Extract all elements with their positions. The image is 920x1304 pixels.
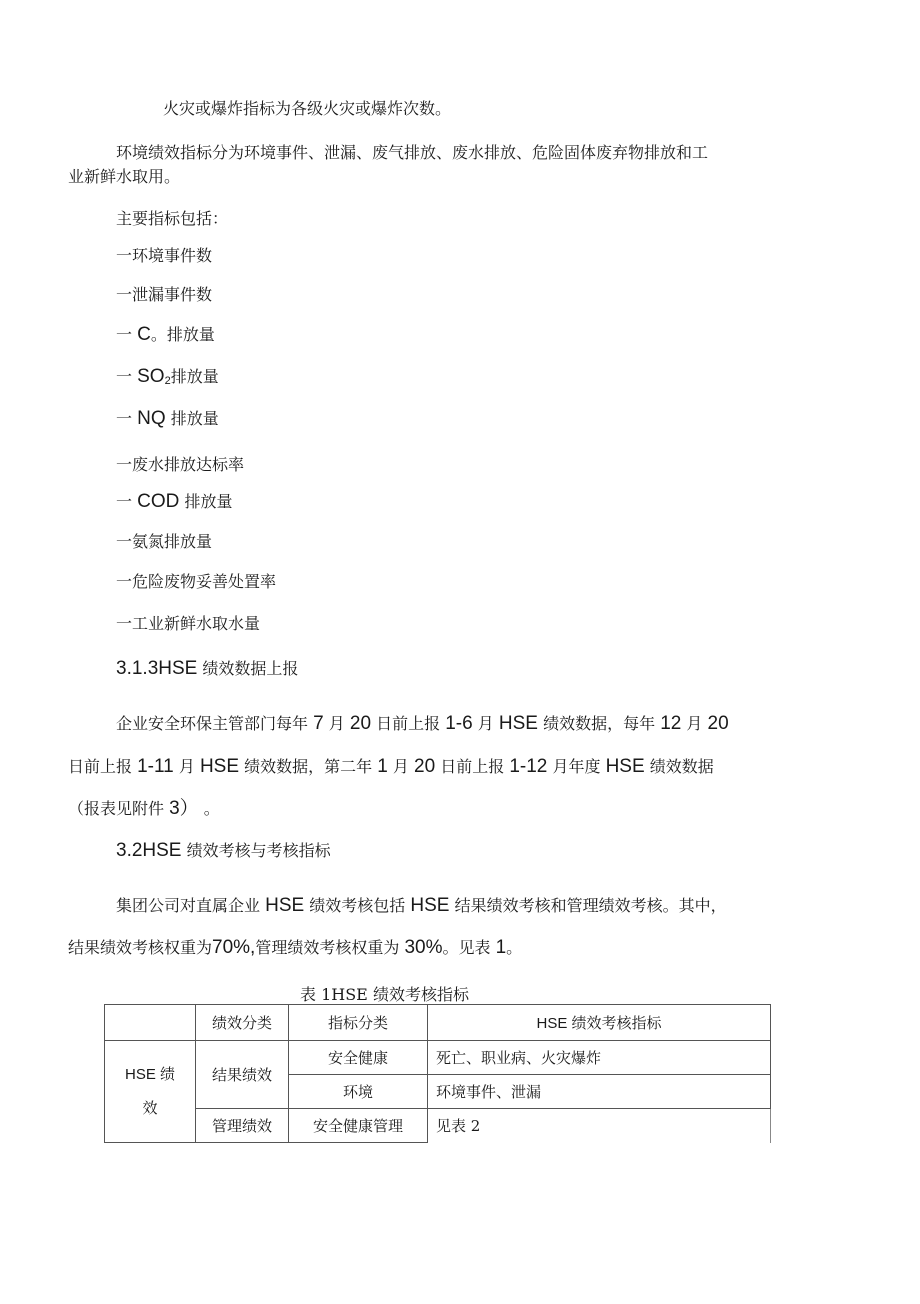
indicator-fresh-water: 一工业新鲜水取水量 — [116, 614, 261, 633]
indicator-wastewater-rate: 一废水排放达标率 — [116, 455, 245, 474]
hse-assessment-table — [104, 1004, 771, 1143]
report-paragraph-line1: 企业安全环保主管部门每年 7 月 20 日前上报 1-6 月 HSE 绩效数据，每年 12 月 20 — [116, 713, 729, 734]
table-indicator-cell: 死亡、职业病、火灾爆炸 — [428, 1041, 771, 1075]
table-header-cell: 指标分类 — [289, 1005, 428, 1041]
indicator-c-emission: 一 C。排放量 — [116, 324, 215, 345]
table-category-mgmt: 管理绩效 — [196, 1109, 289, 1143]
report-paragraph-line3: （报表见附件 3） 。 — [68, 798, 220, 819]
table-header-cell: HSE 绩效考核指标 — [428, 1005, 771, 1041]
table-row — [105, 1041, 771, 1075]
table-row — [105, 1109, 771, 1143]
indicator-env-events: 一环境事件数 — [116, 246, 213, 265]
assess-paragraph-line1: 集团公司对直属企业 HSE 绩效考核包括 HSE 结果绩效考核和管理绩效考核。其中， — [116, 895, 727, 916]
indicator-leak-events: 一泄漏事件数 — [116, 285, 213, 304]
table-header-cell: 绩效分类 — [196, 1005, 289, 1041]
paragraph-main-indicators: 主要指标包括： — [116, 209, 229, 228]
indicator-hazardous-waste-rate: 一危险废物妥善处置率 — [116, 572, 277, 591]
table-header-row — [105, 1005, 771, 1041]
table-type-cell: 安全健康管理 — [289, 1109, 428, 1143]
assess-paragraph-line2: 结果绩效考核权重为70%,管理绩效考核权重为 30%。见表 1。 — [68, 937, 523, 958]
section-313-heading: 3.1.3HSE 绩效数据上报 — [116, 658, 299, 679]
table-category-result: 结果绩效 — [196, 1041, 289, 1109]
paragraph-env-indicator-line1: 环境绩效指标分为环境事件、泄漏、废气排放、废水排放、危险固体废弃物排放和工 — [116, 143, 709, 162]
indicator-nq-emission: 一 NQ 排放量 — [116, 408, 219, 429]
table-group-label: HSE 绩效 — [105, 1041, 196, 1143]
report-paragraph-line2: 日前上报 1-11 月 HSE 绩效数据，第二年 1 月 20 日前上报 1-12 月年度 HSE 绩效数据 — [68, 756, 714, 777]
table-indicator-cell: 环境事件、泄漏 — [428, 1075, 771, 1109]
section-32-heading: 3.2HSE 绩效考核与考核指标 — [116, 840, 331, 861]
paragraph-env-indicator-line2: 业新鲜水取用。 — [68, 167, 181, 186]
table-type-cell: 安全健康 — [289, 1041, 428, 1075]
table-caption: 表 1HSE 绩效考核指标 — [300, 985, 469, 1004]
table-indicator-cell: 见表 2 — [428, 1109, 771, 1143]
paragraph-fire-indicator: 火灾或爆炸指标为各级火灾或爆炸次数。 — [163, 99, 452, 118]
table-type-cell: 环境 — [289, 1075, 428, 1109]
table-header-cell — [105, 1005, 196, 1041]
indicator-ammonia-emission: 一氨氮排放量 — [116, 532, 213, 551]
indicator-so2-emission: 一 $SO_2$排放量 — [116, 366, 219, 387]
indicator-cod-emission: 一 COD 排放量 — [116, 491, 233, 512]
